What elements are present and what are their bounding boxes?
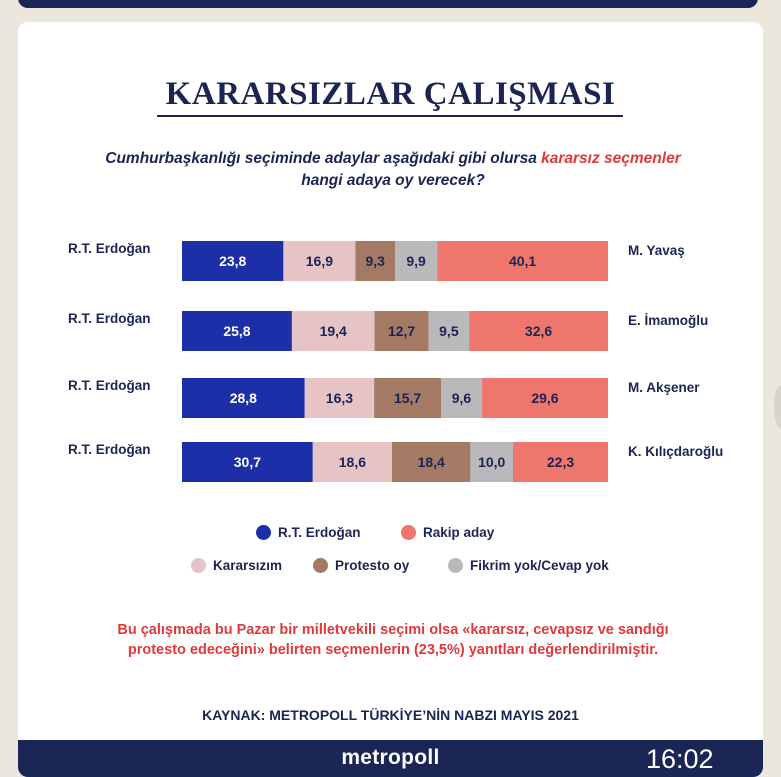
bar-value-label: 22,3 <box>546 454 575 470</box>
legend-label-erdogan: R.T. Erdoğan <box>278 525 361 540</box>
question-text-2: hangi adaya oy verecek? <box>301 172 485 189</box>
bar-value-label: 12,7 <box>387 323 416 339</box>
left-candidate-label: R.T. Erdoğan <box>68 378 151 393</box>
chart-card[interactable] <box>18 22 763 777</box>
left-candidate-label: R.T. Erdoğan <box>68 442 151 457</box>
bar-value-label: 19,4 <box>319 323 347 339</box>
legend-dot-erdogan <box>256 525 271 540</box>
legend-label-fikrim-yok: Fikrim yok/Cevap yok <box>470 558 609 573</box>
bar-value-label: 9,6 <box>451 390 472 406</box>
legend-item-erdogan <box>256 525 361 540</box>
legend-item-rakip <box>401 525 494 540</box>
legend-label-kararsizim: Kararsızım <box>213 558 283 573</box>
legend-label-rakip: Rakip aday <box>423 525 495 540</box>
legend-dot-fikrim-yok <box>448 558 463 573</box>
legend-dot-rakip <box>401 525 416 540</box>
bar-value-label: 18,4 <box>417 454 445 470</box>
legend-dot-protesto <box>313 558 328 573</box>
bar-value-label: 25,8 <box>223 323 251 339</box>
bar-value-label: 28,8 <box>229 390 257 406</box>
bar-value-label: 15,7 <box>393 390 422 406</box>
bar-value-label: 29,6 <box>531 390 559 406</box>
bar-value-label: 40,1 <box>508 253 537 269</box>
timestamp: 16:02 <box>646 744 714 774</box>
right-candidate-label: K. Kılıçdaroğlu <box>628 444 724 459</box>
right-candidate-label: M. Yavaş <box>628 243 685 258</box>
chart-title: KARARSIZLAR ÇALIŞMASI <box>165 76 616 112</box>
source-line: KAYNAK: METROPOLL TÜRKİYE’NİN NABZI MAYIS 2021 <box>202 707 579 723</box>
footnote: Bu çalışmada bu Pazar bir milletvekili seçimi olsa «kararsız, cevapsız ve sandığı protesto edeceğini» belirten seçmenlerin (23,5%) yanıtları değerlendirilmiştir. <box>117 622 669 658</box>
legend-item-fikrim-yok <box>448 558 609 573</box>
legend-item-kararsizim <box>191 558 282 573</box>
legend-dot-kararsizim <box>191 558 206 573</box>
bar-value-label: 9,5 <box>439 323 459 339</box>
stacked-bar-chart <box>18 22 763 502</box>
bar-value-label: 23,8 <box>219 253 247 269</box>
scroll-handle[interactable] <box>774 385 781 429</box>
left-candidate-label: R.T. Erdoğan <box>68 311 151 326</box>
question-text-1: Cumhurbaşkanlığı seçiminde adaylar aşağıdaki gibi olursa <box>105 150 542 167</box>
question-highlight: kararsız seçmenler <box>541 150 681 167</box>
bar-value-label: 10,0 <box>478 454 506 470</box>
previous-message-card <box>18 0 758 8</box>
bar-value-label: 16,3 <box>325 390 354 406</box>
right-candidate-label: M. Akşener <box>628 380 700 395</box>
bar-value-label: 16,9 <box>305 253 334 269</box>
right-candidate-label: E. İmamoğlu <box>628 313 709 328</box>
bar-value-label: 18,6 <box>338 454 367 470</box>
bar-value-label: 9,3 <box>365 253 385 269</box>
bar-value-label: 32,6 <box>524 323 553 339</box>
left-candidate-label: R.T. Erdoğan <box>68 241 151 256</box>
brand-logo-text: metropoll <box>341 746 440 769</box>
bar-value-label: 30,7 <box>233 454 262 470</box>
bar-value-label: 9,9 <box>406 253 426 269</box>
legend-label-protesto: Protesto oy <box>335 558 410 573</box>
legend-item-protesto <box>313 558 409 573</box>
